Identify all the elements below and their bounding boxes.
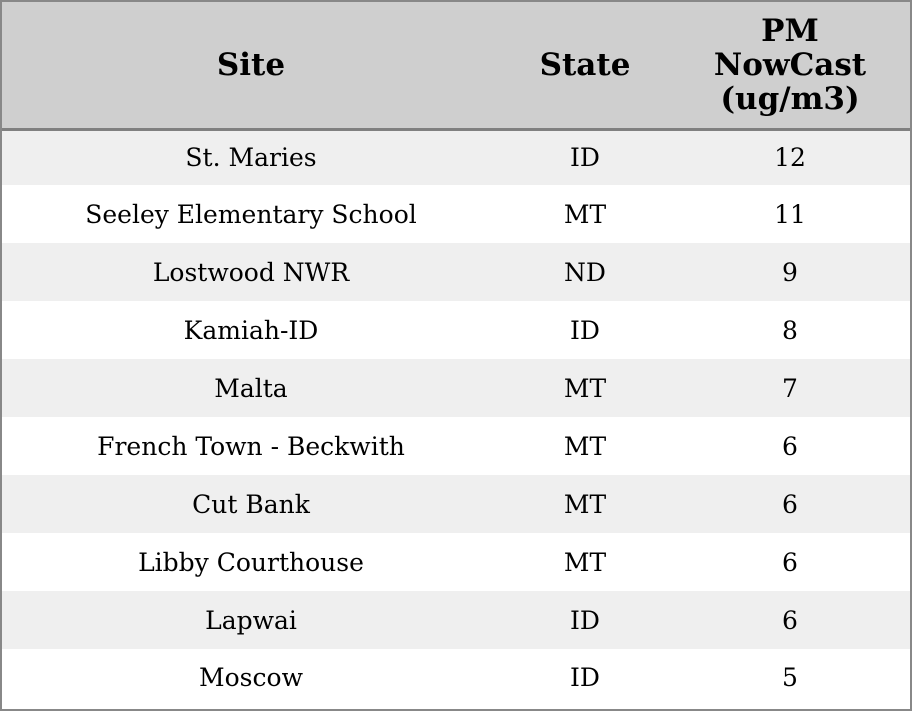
cell-site: St. Maries xyxy=(185,143,317,173)
cell-site: Seeley Elementary School xyxy=(85,199,417,229)
cell-state: ID xyxy=(570,605,600,635)
header-pm-line-1: PM xyxy=(761,12,819,49)
cell-pm: 7 xyxy=(782,373,798,403)
cell-state: MT xyxy=(563,373,607,403)
header-pm-nowcast xyxy=(670,2,910,129)
cell-pm: 5 xyxy=(782,663,798,692)
table-row xyxy=(2,359,910,417)
cell-pm: 8 xyxy=(782,315,798,345)
cell-state: MT xyxy=(563,547,607,577)
cell-state: ID xyxy=(570,143,600,173)
header-pm-line-2: NowCast xyxy=(713,46,867,83)
cell-pm: 11 xyxy=(774,199,806,229)
table-row xyxy=(2,417,910,475)
cell-state: MT xyxy=(563,489,607,519)
table-header xyxy=(2,2,910,129)
table-row xyxy=(2,475,910,533)
cell-site: Kamiah-ID xyxy=(183,315,319,345)
cell-state: ID xyxy=(570,315,600,345)
cell-site: Moscow xyxy=(199,663,303,692)
cell-state: MT xyxy=(563,199,607,229)
table-row xyxy=(2,649,910,706)
cell-pm: 9 xyxy=(782,257,798,287)
cell-pm: 6 xyxy=(782,605,798,635)
header-state: State xyxy=(500,2,670,129)
cell-pm: 6 xyxy=(782,547,798,577)
header-pm-line-3: (ug/m3) xyxy=(720,80,860,117)
table-row xyxy=(2,129,910,185)
table-row xyxy=(2,185,910,243)
cell-site: Malta xyxy=(214,373,288,403)
cell-state: MT xyxy=(563,431,607,461)
header-row xyxy=(2,2,910,129)
table-body xyxy=(2,129,910,706)
cell-pm: 12 xyxy=(774,143,806,173)
cell-pm: 6 xyxy=(782,489,798,519)
header-site: Site xyxy=(2,2,500,129)
table-row xyxy=(2,301,910,359)
cell-site: Cut Bank xyxy=(192,489,310,519)
cell-site: French Town - Beckwith xyxy=(97,431,405,461)
table-row xyxy=(2,243,910,301)
pm-nowcast-table xyxy=(2,2,910,706)
table-row xyxy=(2,591,910,649)
cell-site: Libby Courthouse xyxy=(138,547,364,577)
cell-state: ID xyxy=(570,663,600,692)
cell-site: Lostwood NWR xyxy=(152,257,350,287)
table-row xyxy=(2,533,910,591)
cell-site: Lapwai xyxy=(205,605,297,635)
cell-state: ND xyxy=(564,257,606,287)
cell-pm: 6 xyxy=(782,431,798,461)
